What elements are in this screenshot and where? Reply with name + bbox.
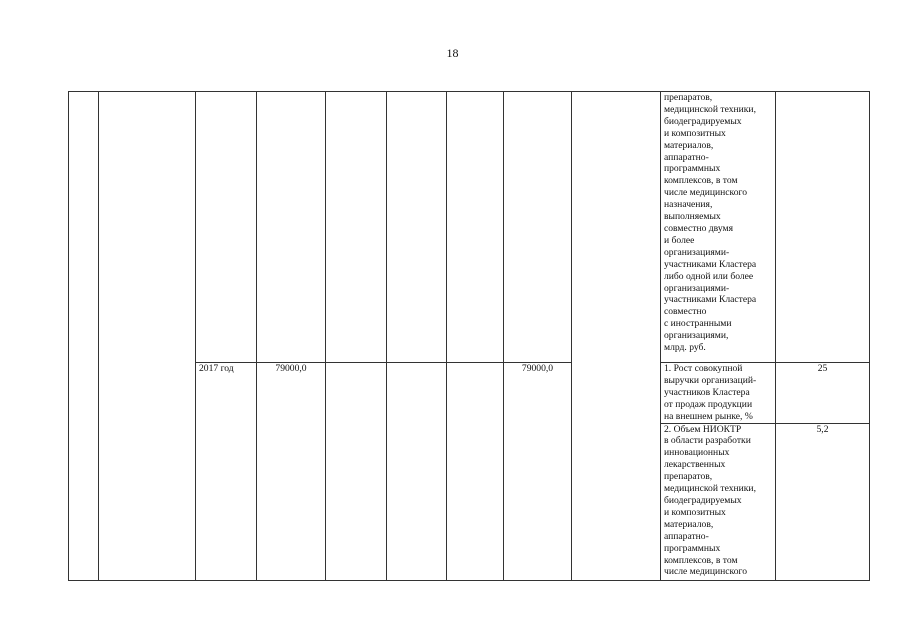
- indicator-value-cell: [776, 423, 870, 580]
- indicator-cell: [661, 423, 776, 580]
- indicator-value-cell: [776, 363, 870, 424]
- budget-cell-empty: [326, 92, 387, 363]
- total-cell: [257, 363, 326, 581]
- table-row: [69, 92, 870, 363]
- indicator-text: 1. Рост совокупной выручки организаций- участников Кластера от продаж продукции на внешнем рынке, %: [664, 363, 757, 422]
- budget-cell-empty: [326, 363, 387, 581]
- total-cell-empty: [257, 92, 326, 363]
- extra-cell: [504, 363, 572, 581]
- indicator-text: 2. Объем НИОКТР в области разработки инновационных лекарственных препаратов, медицинской техники, биодеградируемых и композитных материалов, аппаратно- программных комплексов, в том числе медицинского: [664, 423, 756, 578]
- budget-cell-empty: [447, 92, 504, 363]
- budget-cell-empty: [447, 363, 504, 581]
- year-label: 2017 год: [199, 363, 234, 374]
- indicator-value: 5,2: [816, 423, 829, 435]
- total-value: 79000,0: [275, 363, 307, 374]
- col-gap-cell: [572, 92, 661, 581]
- col-number-cell: [69, 92, 99, 581]
- year-cell-empty: [196, 92, 257, 363]
- indicator-value: 25: [817, 363, 828, 374]
- indicator-cell: [661, 363, 776, 424]
- indicator-continuation-text: препаратов, медицинской техники, биодеградируемых и композитных материалов, аппаратно- программных комплексов, в том числе медицинского назначения, выполняемых совместно двумя и более организациями- участниками Кластера либо одной или более организациями- участниками Кластера совместно с иностранными организациями, млрд. руб.: [664, 92, 757, 354]
- budget-cell-empty: [387, 363, 447, 581]
- extra-value: 79000,0: [521, 363, 554, 374]
- extra-cell-empty: [504, 92, 572, 363]
- indicator-continuation-cell: [661, 92, 776, 363]
- budget-cell-empty: [387, 92, 447, 363]
- page-number: 18: [446, 46, 459, 60]
- funding-table: [68, 91, 870, 581]
- indicator-value-cell-empty: [776, 92, 870, 363]
- col-name-cell: [99, 92, 196, 581]
- year-cell: [196, 363, 257, 581]
